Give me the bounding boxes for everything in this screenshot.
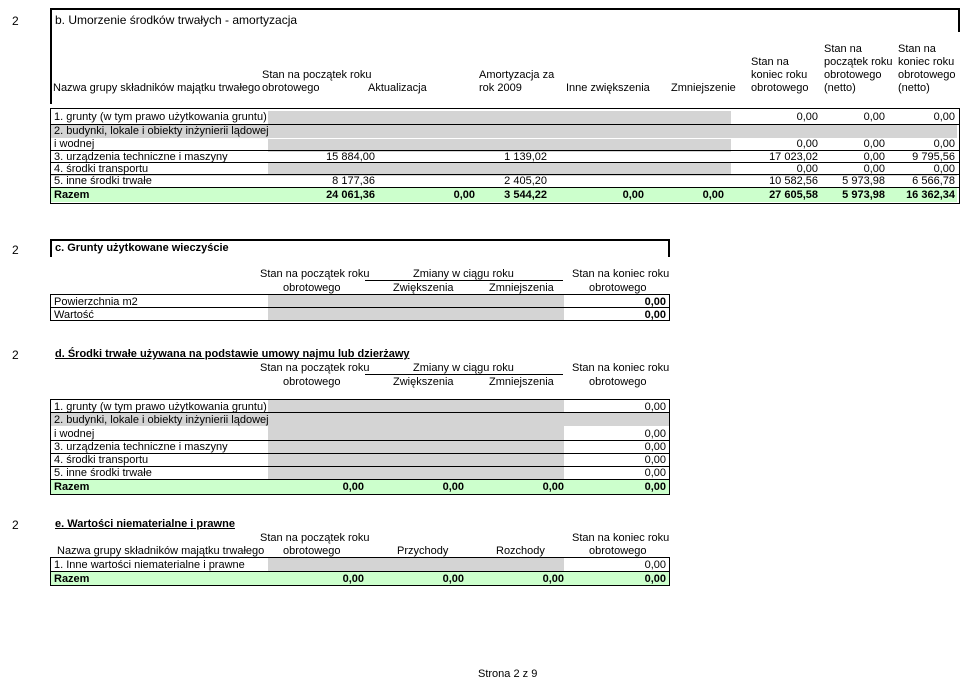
cell-net-start: 0,00 (863, 138, 885, 150)
cell-net-start: 0,00 (863, 151, 885, 163)
header-underline (365, 280, 563, 281)
header-end-1: Stan na koniec roku (572, 532, 670, 544)
header-start-1: Stan na początek roku (260, 532, 370, 544)
cell-end: 0,00 (644, 401, 666, 413)
header-end-1: Stan na (751, 56, 789, 68)
total-net-start: 5 973,98 (842, 189, 885, 201)
header-net-end-3: obrotowego (898, 69, 956, 81)
header-net-start-3: obrotowego (824, 69, 882, 81)
row-name: 2. budynki, lokale i obiekty inżynierii lądowej (54, 125, 269, 137)
header-expense: Rozchody (496, 545, 545, 557)
row-name: 4. środki transportu (54, 163, 149, 175)
header-start-2: obrotowego (262, 82, 320, 94)
total-expense: 0,00 (542, 573, 564, 585)
cell-amort: 2 405,20 (504, 175, 547, 187)
header-inc: Zwiększenia (393, 282, 454, 294)
total-end: 27 605,58 (769, 189, 818, 201)
row-line (50, 187, 960, 188)
header-start-1: Stan na początek roku (260, 362, 370, 374)
header-end-2: obrotowego (589, 545, 647, 557)
header-changes: Zmiany w ciągu roku (413, 362, 514, 374)
total-update: 0,00 (453, 189, 475, 201)
left-border (50, 32, 52, 104)
total-net-end: 16 362,34 (906, 189, 955, 201)
header-other-inc: Inne zwiększenia (566, 82, 650, 94)
total-dec: 0,00 (542, 481, 564, 493)
cell-end: 0,00 (644, 428, 666, 440)
header-net-end-4: (netto) (898, 82, 930, 94)
total-start: 24 061,36 (326, 189, 375, 201)
row-name: 3. urządzenia techniczne i maszyny (54, 441, 228, 453)
header-dec: Zmniejszenia (489, 282, 554, 294)
row-name: 1. Inne wartości niematerialne i prawne (54, 559, 245, 571)
cell-end: 0,00 (644, 296, 666, 308)
cell-net-end: 0,00 (933, 138, 955, 150)
section-number: 2 (12, 518, 19, 532)
header-name: Nazwa grupy składników majątku trwałego (57, 545, 265, 557)
header-net-end-1: Stan na (898, 43, 936, 55)
header-underline (365, 374, 563, 375)
row-name: Powierzchnia m2 (54, 296, 138, 308)
header-end-3: obrotowego (751, 82, 809, 94)
total-dec: 0,00 (702, 189, 724, 201)
section-number: 2 (12, 14, 19, 28)
header-start-2: obrotowego (283, 545, 341, 557)
row-name: 5. inne środki trwałe (54, 175, 152, 187)
cell-end: 0,00 (644, 309, 666, 321)
total-end: 0,00 (644, 573, 666, 585)
row-name: 1. grunty (w tym prawo użytkowania gruntu) (54, 111, 267, 123)
cell-net-end: 9 795,56 (912, 151, 955, 163)
cell-net-end: 6 566,78 (912, 175, 955, 187)
total-amort: 3 544,22 (504, 189, 547, 201)
row-line (50, 479, 670, 480)
total-inc: 0,00 (442, 481, 464, 493)
row-name: 1. grunty (w tym prawo użytkowania gruntu) (54, 401, 267, 413)
cell-net-start: 0,00 (863, 163, 885, 175)
header-start-2: obrotowego (283, 376, 341, 388)
row-name: 5. inne środki trwałe (54, 467, 152, 479)
header-amort-1: Amortyzacja za (479, 69, 555, 81)
header-dec: Zmniejszenia (489, 376, 554, 388)
cell-start: 8 177,36 (332, 175, 375, 187)
header-net-start-2: początek roku (824, 56, 893, 68)
header-net-start-4: (netto) (824, 82, 856, 94)
total-end: 0,00 (644, 481, 666, 493)
row-line (50, 307, 670, 308)
total-label: Razem (54, 573, 90, 585)
cell-end: 17 023,02 (769, 151, 818, 163)
total-label: Razem (54, 481, 90, 493)
row-name: 2. budynki, lokale i obiekty inżynierii lądowej (54, 414, 269, 426)
header-start-2: obrotowego (283, 282, 341, 294)
header-end-1: Stan na koniec roku (572, 268, 670, 280)
header-income: Przychody (397, 545, 449, 557)
cell-net-end: 0,00 (933, 111, 955, 123)
header-net-end-2: koniec roku (898, 56, 955, 68)
section-title: e. Wartości niematerialne i prawne (55, 518, 235, 530)
total-label: Razem (54, 189, 90, 201)
header-end-2: koniec roku (751, 69, 808, 81)
cell-end: 0,00 (644, 441, 666, 453)
row-name: Wartość (54, 309, 94, 321)
cell-amort: 1 139,02 (504, 151, 547, 163)
section-number: 2 (12, 348, 19, 362)
header-update: Aktualizacja (368, 82, 427, 94)
row-name-2: i wodnej (54, 138, 95, 150)
header-start-1: Stan na początek roku (262, 69, 372, 81)
header-end-2: obrotowego (589, 282, 647, 294)
cell-end: 10 582,56 (769, 175, 818, 187)
total-income: 0,00 (442, 573, 464, 585)
section-title: d. Środki trwałe używana na podstawie umowy najmu lub dzierżawy (55, 348, 410, 360)
cell-start: 15 884,00 (326, 151, 375, 163)
section-number: 2 (12, 243, 19, 257)
cell-end: 0,00 (796, 163, 818, 175)
cell-net-start: 5 973,98 (842, 175, 885, 187)
cell-end: 0,00 (796, 138, 818, 150)
header-end-1: Stan na koniec roku (572, 362, 670, 374)
row-name-2: i wodnej (54, 428, 95, 440)
header-inc: Zwiększenia (393, 376, 454, 388)
header-start-1: Stan na początek roku (260, 268, 370, 280)
section-title: c. Grunty użytkowane wieczyście (55, 242, 229, 254)
header-net-start-1: Stan na (824, 43, 862, 55)
cell-end: 0,00 (644, 559, 666, 571)
cell-net-start: 0,00 (863, 111, 885, 123)
row-line (50, 571, 670, 572)
cell-end: 0,00 (796, 111, 818, 123)
header-name: Nazwa grupy składników majątku trwałego (53, 82, 261, 94)
cell-end: 0,00 (644, 467, 666, 479)
section-title: b. Umorzenie środków trwałych - amortyzacja (55, 13, 298, 27)
header-changes: Zmiany w ciągu roku (413, 268, 514, 280)
page-number: Strona 2 z 9 (478, 668, 538, 680)
total-start: 0,00 (342, 481, 364, 493)
header-dec: Zmniejszenie (671, 82, 736, 94)
cell-end: 0,00 (644, 454, 666, 466)
total-other-inc: 0,00 (622, 189, 644, 201)
total-start: 0,00 (342, 573, 364, 585)
row-name: 3. urządzenia techniczne i maszyny (54, 151, 228, 163)
row-name: 4. środki transportu (54, 454, 149, 466)
header-amort-2: rok 2009 (479, 82, 522, 94)
cell-net-end: 0,00 (933, 163, 955, 175)
header-end-2: obrotowego (589, 376, 647, 388)
